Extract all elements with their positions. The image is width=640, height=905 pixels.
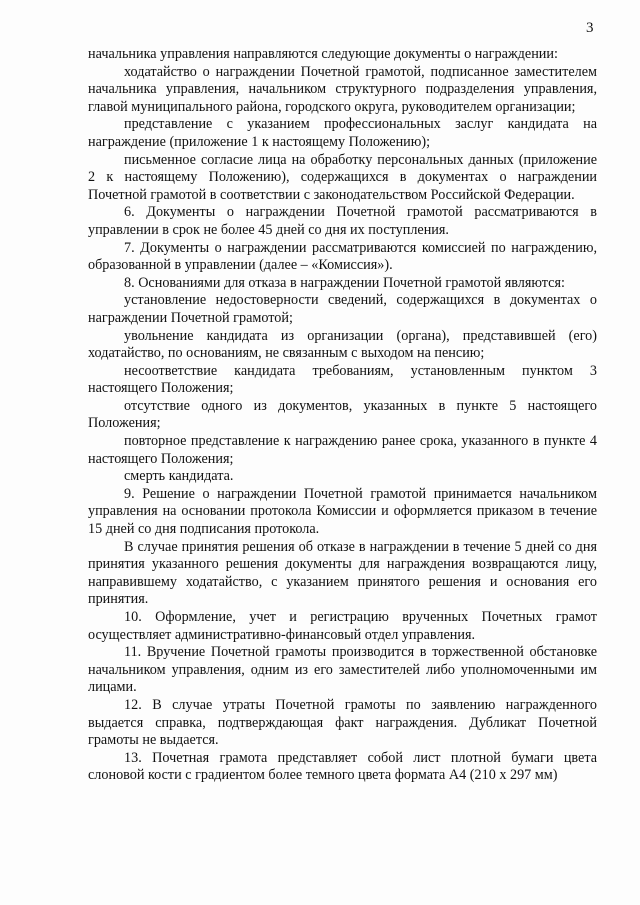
paragraph: 6. Документы о награждении Почетной грамотой рассматриваются в управлении в срок не более 45 дней со дня их поступления. (88, 204, 597, 238)
paragraph: установление недостоверности сведений, содержащихся в документах о награждении Почетной грамотой; (88, 292, 597, 326)
page-number: 3 (586, 20, 594, 36)
paragraph: начальника управления направляются следующие документы о награждении: (88, 46, 558, 62)
paragraph: ходатайство о награждении Почетной грамотой, подписанное заместителем начальника управления, начальником структурного подразделения управления, главой муниципального района, городского округа, руководителем организации; (88, 63, 597, 115)
paragraph: В случае принятия решения об отказе в награждении в течение 5 дней со дня принятия указанного решения документы для награждения возвращаются лицу, направившему ходатайство, с указанием принятого решения и основания его принятия. (88, 538, 597, 608)
paragraph: 11. Вручение Почетной грамоты производится в торжественной обстановке начальником управления, одним из его заместителей либо уполномоченными им лицами. (88, 644, 597, 696)
paragraph: 13. Почетная грамота представляет собой лист плотной бумаги цвета слоновой кости с градиентом более темного цвета формата А4 (210 х 297 мм) (88, 749, 597, 784)
paragraph: повторное представление к награждению ранее срока, указанного в пункте 4 настоящего Положения; (88, 433, 597, 467)
paragraph: отсутствие одного из документов, указанных в пункте 5 настоящего Положения; (88, 397, 597, 432)
document-body (88, 46, 597, 785)
paragraph: 12. В случае утраты Почетной грамоты по заявлению награжденного выдается справка, подтверждающая факт награждения. Дубликат Почетной грамоты не выдается. (88, 696, 597, 749)
paragraph: 7. Документы о награждении рассматриваются комиссией по награждению, образованной в управлении (далее – «Комиссия»). (88, 239, 597, 274)
paragraph: смерть кандидата. (124, 468, 234, 485)
paragraph: представление с указанием профессиональных заслуг кандидата на награждение (приложение 1 к настоящему Положению); (88, 116, 597, 150)
paragraph: письменное согласие лица на обработку персональных данных (приложение 2 к настоящему Положению), содержащихся в документах о награждении Почетной грамотой в соответствии с законодательством Российской Федерации. (88, 151, 597, 203)
paragraph: 8. Основаниями для отказа в награждении Почетной грамотой являются: (124, 274, 565, 291)
paragraph: 10. Оформление, учет и регистрацию врученных Почетных грамот осуществляет административно-финансовый отдел управления. (88, 609, 597, 643)
paragraph: 9. Решение о награждении Почетной грамотой принимается начальником управления на основании протокола Комиссии и оформляется приказом в течение 15 дней со дня подписания протокола. (88, 485, 597, 538)
paragraph: увольнение кандидата из организации (органа), представившей (его) ходатайство, по основаниям, не связанным с выходом на пенсию; (88, 327, 597, 362)
paragraph: несоответствие кандидата требованиям, установленным пунктом 3 настоящего Положения; (88, 362, 597, 397)
